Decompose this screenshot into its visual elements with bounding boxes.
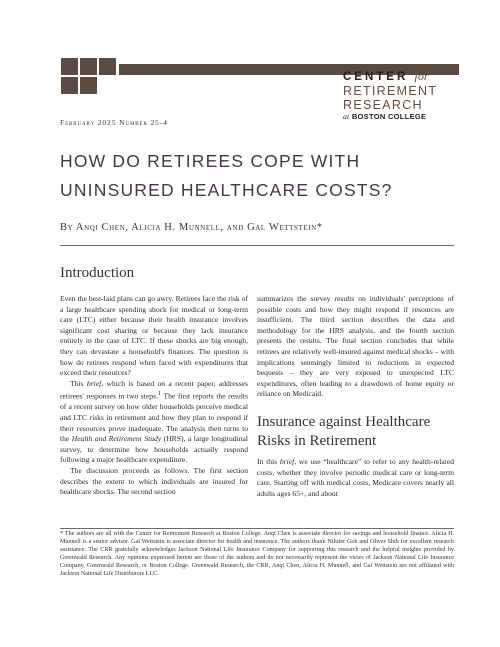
paragraph: Even the best-laid plans can go awry. Retirees face the risk of a large healthcare spending shock for medical or long-term care (LTC) either because their health insurance involves significant cost sharing or because they lack insurance entirely in the case of LTC. If these shocks are big enough, they can devastate a household's finances. The question is how do retirees respond when faced with expenditures that exceed their resources? [60,294,248,378]
paragraph: This brief, which is based on a recent paper, addresses retirees' responses in two steps.$^1$ The first reports the results of a recent survey on how older households perceive medical and LTC risks in retirement and how they plan to respond if their resources prove inadequate. The analysis then turns to the Health and Retirement Study (HRS), a large longitudinal survey, to determine how households actually respond following a major healthcare expenditure. [60,378,248,465]
left-column [60,294,248,498]
paragraph: summarizes the survey results on individuals' perceptions of possible costs and how they might respond if resources are insufficient. The third section describes the data and methodology for the HRS analysis, and the fourth section presents the results. The final section concludes that while retirees are relatively well-insured against medical shocks – with implications seemingly limited to reductions in expected bequests – they are very exposed to unexpected LTC expenditures, often leading to a drawdown of home equity or reliance on Medicaid. [257,294,454,399]
logo-square [80,58,97,75]
divider-rule [60,245,454,246]
issue-line: February 2025 Number 25-4 [60,118,168,127]
logo-square [99,58,116,75]
crr-logo [343,69,468,121]
logo-square [80,77,97,94]
title-line-1: HOW DO RETIREES COPE WITH [60,151,361,171]
footnote: * The authors are all with the Center for Retirement Research at Boston College. Anqi Chen is associate director for savings and household finance. Alicia H. Munnell is a senior advisor. Gal Wettstein is associate director for health and insurance. The authors thank Nilufer Gok and Oliver Shih for excellent research assistance. The CRR gratefully acknowledges Jackson National Life Insurance Company for supporting this research and the helpful insights provided by Greenwald Research. Any opinions expressed herein are those of the authors and do not necessarily represent the views of Jackson National Life Insurance Company, Greenwald Research, or Boston College. Greenwald Research, the CRR, Anqi Chen, Alicia H. Munnell, and Gal Wettstein are not affiliated with Jackson National Life Distributors LLC. [60,531,454,577]
footnote-ref: 1 [157,390,162,398]
logo-line-research: RESEARCH [343,98,423,112]
right-column [257,294,454,400]
logo-line-boston-college: at BOSTON COLLEGE [343,112,427,121]
logo-line-retirement: RETIREMENT [343,84,438,98]
logo-squares [61,58,117,100]
paragraph: In this brief, we use “healthcare” to refer to any health-related costs, whether they involve periodic medical care or long-term care. Starting off with medical costs, Medicare covers nearly all adults ages 65+, and about [257,457,454,498]
footnote-rule [60,528,454,529]
title-line-2: UNINSURED HEALTHCARE COSTS? [60,180,393,200]
paragraph: The discussion proceeds as follows. The first section describes the extent to which individuals are insured for healthcare shocks. The second section [60,466,248,497]
intro-heading: Introduction [60,265,135,281]
insurance-column [257,457,454,499]
brief-title [60,147,460,205]
authors-line: By Anqi Chen, Alicia H. Munnell, and Gal Wettstein* [60,222,323,233]
logo-square [61,58,78,75]
logo-line-center: CENTER for [343,69,429,83]
insurance-heading: Insurance against Healthcare Risks in Retirement [257,414,431,449]
logo-square [61,77,78,94]
